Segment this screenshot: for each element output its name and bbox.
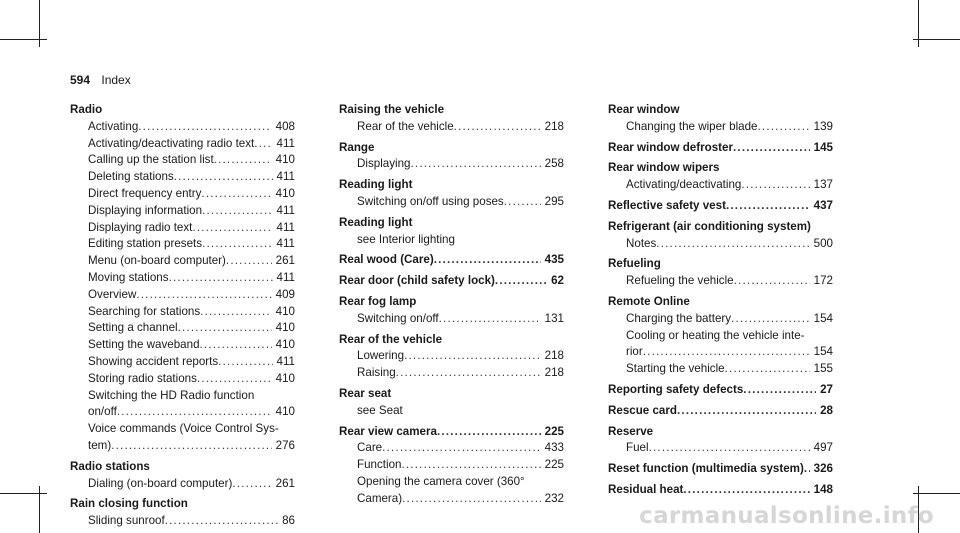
leader-dots bbox=[649, 440, 810, 457]
leader-dots bbox=[254, 136, 272, 153]
index-subentry[interactable] bbox=[339, 194, 564, 211]
index-subentry-text: Rear of the vehicle bbox=[357, 119, 454, 133]
index-heading[interactable] bbox=[608, 198, 833, 215]
page-reference: 409 bbox=[275, 287, 295, 301]
index-subentry-text: Displaying bbox=[357, 157, 411, 171]
index-subentry-text: Moving stations bbox=[88, 270, 169, 284]
index-subentry-text: Searching for stations bbox=[88, 304, 201, 318]
index-heading[interactable] bbox=[339, 424, 564, 441]
index-heading[interactable] bbox=[608, 461, 833, 478]
index-subentry[interactable] bbox=[70, 152, 295, 169]
page-reference: 218 bbox=[544, 366, 564, 380]
leader-dots bbox=[201, 186, 271, 203]
leader-dots bbox=[111, 438, 271, 455]
leader-dots bbox=[214, 152, 272, 169]
index-entry bbox=[608, 294, 833, 378]
page-reference: 411 bbox=[276, 203, 295, 217]
page-reference: 411 bbox=[276, 237, 295, 251]
page-reference: 154 bbox=[813, 345, 833, 359]
index-heading-text: Reserve bbox=[608, 424, 654, 438]
leader-dots bbox=[232, 476, 271, 493]
index-subentry-text: Editing station presets bbox=[88, 237, 203, 251]
page-reference: 410 bbox=[275, 338, 295, 352]
index-heading-text: Rear view camera bbox=[339, 424, 437, 438]
index-entry bbox=[70, 496, 295, 530]
index-entry bbox=[608, 140, 833, 157]
page-reference: 276 bbox=[275, 438, 295, 452]
page-reference: 172 bbox=[813, 274, 833, 288]
page-number: 594 bbox=[70, 73, 91, 87]
leader-dots bbox=[758, 119, 810, 136]
index-subentry[interactable] bbox=[608, 273, 833, 290]
index-entry bbox=[608, 256, 833, 290]
index-subentry-continued[interactable] bbox=[70, 404, 295, 421]
index-heading[interactable] bbox=[70, 102, 295, 119]
leader-dots bbox=[192, 220, 272, 237]
section-title: Index bbox=[101, 73, 131, 87]
index-subentry-text: Function bbox=[357, 458, 402, 472]
leader-dots bbox=[202, 203, 272, 220]
watermark: carmanualsonline.info bbox=[639, 503, 934, 529]
index-entry bbox=[608, 102, 833, 136]
leader-dots bbox=[504, 194, 541, 211]
index-subentry-text: Fuel bbox=[626, 441, 649, 455]
index-entry bbox=[339, 424, 564, 508]
index-heading-text: Reporting safety defects bbox=[608, 382, 744, 396]
page-reference: 411 bbox=[276, 136, 295, 150]
page-reference: 86 bbox=[282, 514, 295, 528]
index-subentry[interactable] bbox=[339, 119, 564, 136]
index-subentry[interactable] bbox=[70, 287, 295, 304]
page-reference: 258 bbox=[544, 157, 564, 171]
page-reference: 62 bbox=[551, 274, 564, 288]
index-entry bbox=[339, 252, 564, 269]
index-entry bbox=[339, 102, 564, 136]
leader-dots bbox=[743, 382, 816, 399]
page-reference: 408 bbox=[275, 119, 295, 133]
leader-dots bbox=[165, 513, 278, 530]
leader-dots bbox=[677, 403, 816, 420]
index-entry bbox=[608, 198, 833, 215]
index-entry bbox=[339, 273, 564, 290]
index-entry bbox=[608, 382, 833, 399]
index-entry bbox=[339, 386, 564, 420]
index-subentry[interactable] bbox=[70, 320, 295, 337]
page-reference: 27 bbox=[820, 382, 833, 396]
leader-dots bbox=[495, 273, 547, 290]
index-entry bbox=[608, 482, 833, 499]
index-heading-text: Rescue card bbox=[608, 403, 677, 417]
leader-dots bbox=[136, 287, 271, 304]
index-subentry-text: Setting the waveband bbox=[88, 338, 200, 352]
leader-dots bbox=[725, 361, 810, 378]
index-subentry[interactable] bbox=[70, 136, 295, 153]
index-subentry-text: Dialing (on-board computer) bbox=[88, 476, 233, 490]
page-reference: 131 bbox=[544, 311, 564, 325]
index-subentry-text: tem) bbox=[88, 438, 112, 452]
index-subentry-text: Lowering bbox=[357, 349, 405, 363]
index-subentry-text: Switching on/off bbox=[357, 311, 439, 325]
index-subentry-text: Raising bbox=[357, 366, 396, 380]
index-entry bbox=[70, 459, 295, 493]
index-subentry[interactable] bbox=[608, 328, 833, 345]
crop-mark bbox=[0, 39, 47, 40]
index-heading[interactable] bbox=[608, 256, 833, 273]
index-entry bbox=[608, 160, 833, 194]
page-reference: 137 bbox=[813, 178, 833, 192]
index-heading[interactable] bbox=[339, 102, 564, 119]
leader-dots bbox=[643, 344, 810, 361]
index-heading-text: Rear of the vehicle bbox=[339, 332, 443, 346]
index-heading[interactable] bbox=[608, 219, 833, 236]
index-subentry[interactable] bbox=[339, 457, 564, 474]
page-reference: 411 bbox=[276, 220, 295, 234]
leader-dots bbox=[200, 304, 272, 321]
index-heading-text: Raising the vehicle bbox=[339, 103, 445, 116]
leader-dots bbox=[434, 252, 541, 269]
leader-dots bbox=[437, 424, 541, 441]
index-heading[interactable] bbox=[339, 332, 564, 349]
index-heading[interactable] bbox=[339, 273, 564, 290]
page-reference: 155 bbox=[813, 362, 833, 376]
page-reference: 326 bbox=[813, 462, 833, 476]
page-reference: 145 bbox=[813, 140, 833, 154]
index-subentry-text: Changing the wiper blade bbox=[626, 119, 758, 133]
index-subentry[interactable] bbox=[608, 440, 833, 457]
index-heading[interactable] bbox=[608, 102, 833, 119]
index-entry bbox=[70, 102, 295, 455]
index-heading[interactable] bbox=[70, 459, 295, 476]
index-entry bbox=[339, 332, 564, 382]
index-subentry-text: Displaying radio text bbox=[88, 220, 193, 234]
page-reference: 28 bbox=[820, 403, 833, 417]
index-heading[interactable] bbox=[339, 140, 564, 157]
index-heading[interactable] bbox=[608, 294, 833, 311]
index-heading-text: Range bbox=[339, 140, 375, 154]
page-reference: 433 bbox=[544, 441, 564, 455]
index-entry bbox=[339, 177, 564, 211]
page-reference: 139 bbox=[813, 119, 833, 133]
index-subentry[interactable] bbox=[339, 311, 564, 328]
index-heading[interactable] bbox=[608, 382, 833, 399]
leader-dots bbox=[401, 457, 540, 474]
index-heading-text: Rear window defroster bbox=[608, 140, 733, 154]
leader-dots bbox=[731, 311, 810, 328]
index-subentry-text: Notes bbox=[626, 236, 657, 250]
page-reference: 148 bbox=[813, 482, 833, 496]
index-subentry[interactable] bbox=[608, 236, 833, 253]
page-header bbox=[70, 73, 131, 87]
index-entry bbox=[339, 140, 564, 174]
index-subentry-continued[interactable] bbox=[339, 491, 564, 508]
leader-dots bbox=[733, 140, 810, 157]
index-subentry[interactable] bbox=[70, 304, 295, 321]
index-heading-text: Radio stations bbox=[70, 459, 150, 473]
index-subentry[interactable] bbox=[70, 119, 295, 136]
index-subentry-text: Deleting stations bbox=[88, 170, 174, 184]
page-reference: 497 bbox=[813, 441, 833, 455]
index-heading-text: Residual heat bbox=[608, 482, 684, 496]
index-subentry[interactable] bbox=[339, 440, 564, 457]
index-subentry[interactable] bbox=[70, 169, 295, 186]
leader-dots bbox=[404, 348, 541, 365]
leader-dots bbox=[726, 198, 810, 215]
index-subentry-text: Calling up the station list bbox=[88, 153, 214, 167]
index-column-1 bbox=[70, 102, 295, 530]
index-heading-text: Rear fog lamp bbox=[339, 294, 417, 308]
index-subentry-text: Activating/deactivating bbox=[626, 178, 742, 192]
index-subentry-text: Sliding sunroof bbox=[88, 514, 165, 528]
leader-dots bbox=[226, 253, 272, 270]
leader-dots bbox=[218, 354, 272, 371]
page-reference: 411 bbox=[276, 270, 295, 284]
index-heading-text: Refrigerant (air conditioning system) bbox=[608, 219, 811, 233]
index-subentry[interactable] bbox=[339, 232, 564, 249]
index-subentry[interactable] bbox=[70, 186, 295, 203]
page-reference: 295 bbox=[544, 194, 564, 208]
index-subentry[interactable] bbox=[339, 156, 564, 173]
index-entry bbox=[339, 215, 564, 249]
index-subentry[interactable] bbox=[339, 474, 564, 491]
page-reference: 154 bbox=[813, 311, 833, 325]
crop-mark bbox=[913, 39, 960, 40]
page-reference: 218 bbox=[544, 349, 564, 363]
leader-dots bbox=[169, 270, 273, 287]
index-heading[interactable] bbox=[339, 386, 564, 403]
index-entry bbox=[339, 294, 564, 328]
index-heading[interactable] bbox=[608, 140, 833, 157]
index-subentry-text: Opening the camera cover (360° bbox=[357, 474, 525, 488]
index-heading-text: Refueling bbox=[608, 257, 661, 271]
index-heading[interactable] bbox=[608, 482, 833, 499]
index-entry bbox=[608, 403, 833, 420]
index-subentry-text: on/off bbox=[88, 405, 117, 419]
index-subentry-text: Cooling or heating the vehicle inte- bbox=[626, 328, 805, 342]
leader-dots bbox=[197, 371, 272, 388]
index-heading-text: Rear door (child safety lock) bbox=[339, 274, 495, 288]
index-subentry[interactable] bbox=[608, 177, 833, 194]
index-entry bbox=[608, 461, 833, 478]
index-heading[interactable] bbox=[608, 403, 833, 420]
page-reference: 410 bbox=[275, 153, 295, 167]
index-heading[interactable] bbox=[70, 496, 295, 513]
page-reference: 218 bbox=[544, 119, 564, 133]
index-subentry[interactable] bbox=[70, 371, 295, 388]
page-reference: 232 bbox=[544, 491, 564, 505]
page-reference: 410 bbox=[275, 304, 295, 318]
index-heading[interactable] bbox=[608, 160, 833, 177]
index-subentry[interactable] bbox=[70, 203, 295, 220]
page-reference: 410 bbox=[275, 405, 295, 419]
page-reference: 411 bbox=[276, 170, 295, 184]
index-column-3 bbox=[608, 102, 833, 499]
index-subentry-text: Displaying information bbox=[88, 203, 203, 217]
index-heading[interactable] bbox=[339, 215, 564, 232]
index-subentry-text: Camera) bbox=[357, 491, 403, 505]
index-subentry[interactable] bbox=[608, 311, 833, 328]
index-subentry-text: Charging the battery bbox=[626, 311, 732, 325]
index-subentry-text: Switching on/off using poses bbox=[357, 194, 504, 208]
index-heading[interactable] bbox=[339, 252, 564, 269]
index-heading-text: Rear window bbox=[608, 103, 680, 116]
index-entry bbox=[608, 424, 833, 458]
index-subentry-text: Setting a channel bbox=[88, 321, 178, 335]
leader-dots bbox=[454, 119, 541, 136]
index-subentry-text: Care bbox=[357, 441, 383, 455]
index-subentry[interactable] bbox=[608, 119, 833, 136]
leader-dots bbox=[202, 236, 272, 253]
page-reference: 410 bbox=[275, 371, 295, 385]
index-subentry[interactable] bbox=[70, 270, 295, 287]
index-entry bbox=[608, 219, 833, 253]
leader-dots bbox=[117, 404, 272, 421]
index-subentry-text: Voice commands (Voice Control Sys- bbox=[88, 422, 279, 436]
page-reference: 225 bbox=[544, 458, 564, 472]
index-subentry-text: see Interior lighting bbox=[357, 232, 455, 246]
index-subentry[interactable] bbox=[70, 421, 295, 438]
leader-dots bbox=[439, 311, 541, 328]
index-subentry[interactable] bbox=[70, 253, 295, 270]
index-heading-text: Rear seat bbox=[339, 386, 392, 400]
index-subentry[interactable] bbox=[608, 361, 833, 378]
index-heading[interactable] bbox=[608, 424, 833, 441]
index-subentry-continued[interactable] bbox=[70, 438, 295, 455]
page-reference: 410 bbox=[275, 321, 295, 335]
index-subentry-text: Refueling the vehicle bbox=[626, 274, 734, 288]
page-reference: 261 bbox=[275, 254, 295, 268]
index-heading-text: Radio bbox=[70, 103, 103, 116]
page-reference: 500 bbox=[813, 236, 833, 250]
leader-dots bbox=[734, 273, 810, 290]
index-subentry-text: Menu (on-board computer) bbox=[88, 254, 226, 268]
page-reference: 410 bbox=[275, 186, 295, 200]
index-heading-text: Real wood (Care) bbox=[339, 253, 434, 267]
page-reference: 437 bbox=[813, 198, 833, 212]
crop-mark bbox=[0, 493, 47, 494]
leader-dots bbox=[741, 177, 809, 194]
index-subentry-text: Switching the HD Radio function bbox=[88, 388, 255, 402]
index-subentry-text: Direct frequency entry bbox=[88, 186, 202, 200]
index-subentry-text: Activating/deactivating radio text bbox=[88, 136, 255, 150]
index-heading-text: Remote Online bbox=[608, 294, 690, 308]
index-subentry-text: Overview bbox=[88, 287, 137, 301]
leader-dots bbox=[174, 169, 273, 186]
index-subentry-text: rior bbox=[626, 345, 643, 359]
index-subentry[interactable] bbox=[70, 513, 295, 530]
leader-dots bbox=[382, 440, 541, 457]
index-subentry[interactable] bbox=[339, 403, 564, 420]
leader-dots bbox=[411, 156, 541, 173]
page-reference: 435 bbox=[544, 253, 564, 267]
index-heading-text: Rain closing function bbox=[70, 497, 188, 511]
index-subentry-text: Storing radio stations bbox=[88, 371, 197, 385]
index-subentry-text: see Seat bbox=[357, 403, 403, 417]
leader-dots bbox=[656, 236, 809, 253]
index-subentry-text: Starting the vehicle bbox=[626, 362, 725, 376]
index-subentry[interactable] bbox=[70, 236, 295, 253]
leader-dots bbox=[396, 365, 541, 382]
leader-dots bbox=[138, 119, 271, 136]
index-subentry[interactable] bbox=[70, 388, 295, 405]
index-subentry-text: Activating bbox=[88, 119, 139, 133]
leader-dots bbox=[683, 482, 809, 499]
index-subentry[interactable] bbox=[70, 337, 295, 354]
index-heading-text: Reading light bbox=[339, 215, 413, 229]
index-heading-text: Reading light bbox=[339, 178, 413, 192]
index-subentry[interactable] bbox=[339, 348, 564, 365]
index-column-2 bbox=[339, 102, 564, 508]
index-subentry[interactable] bbox=[339, 365, 564, 382]
index-subentry[interactable] bbox=[70, 354, 295, 371]
index-heading-text: Reflective safety vest bbox=[608, 198, 726, 212]
leader-dots bbox=[178, 320, 272, 337]
page-reference: 411 bbox=[276, 354, 295, 368]
index-heading-text: Reset function (multimedia system) bbox=[608, 462, 804, 476]
index-subentry[interactable] bbox=[70, 220, 295, 237]
index-heading[interactable] bbox=[339, 294, 564, 311]
index-heading-text: Rear window wipers bbox=[608, 161, 720, 175]
leader-dots bbox=[402, 491, 541, 508]
leader-dots bbox=[200, 337, 272, 354]
index-subentry-text: Showing accident reports bbox=[88, 354, 219, 368]
page-reference: 261 bbox=[275, 476, 295, 490]
index-subentry-continued[interactable] bbox=[608, 344, 833, 361]
crop-mark bbox=[913, 493, 960, 494]
page-reference: 225 bbox=[544, 424, 564, 438]
index-subentry[interactable] bbox=[70, 476, 295, 493]
index-heading[interactable] bbox=[339, 177, 564, 194]
